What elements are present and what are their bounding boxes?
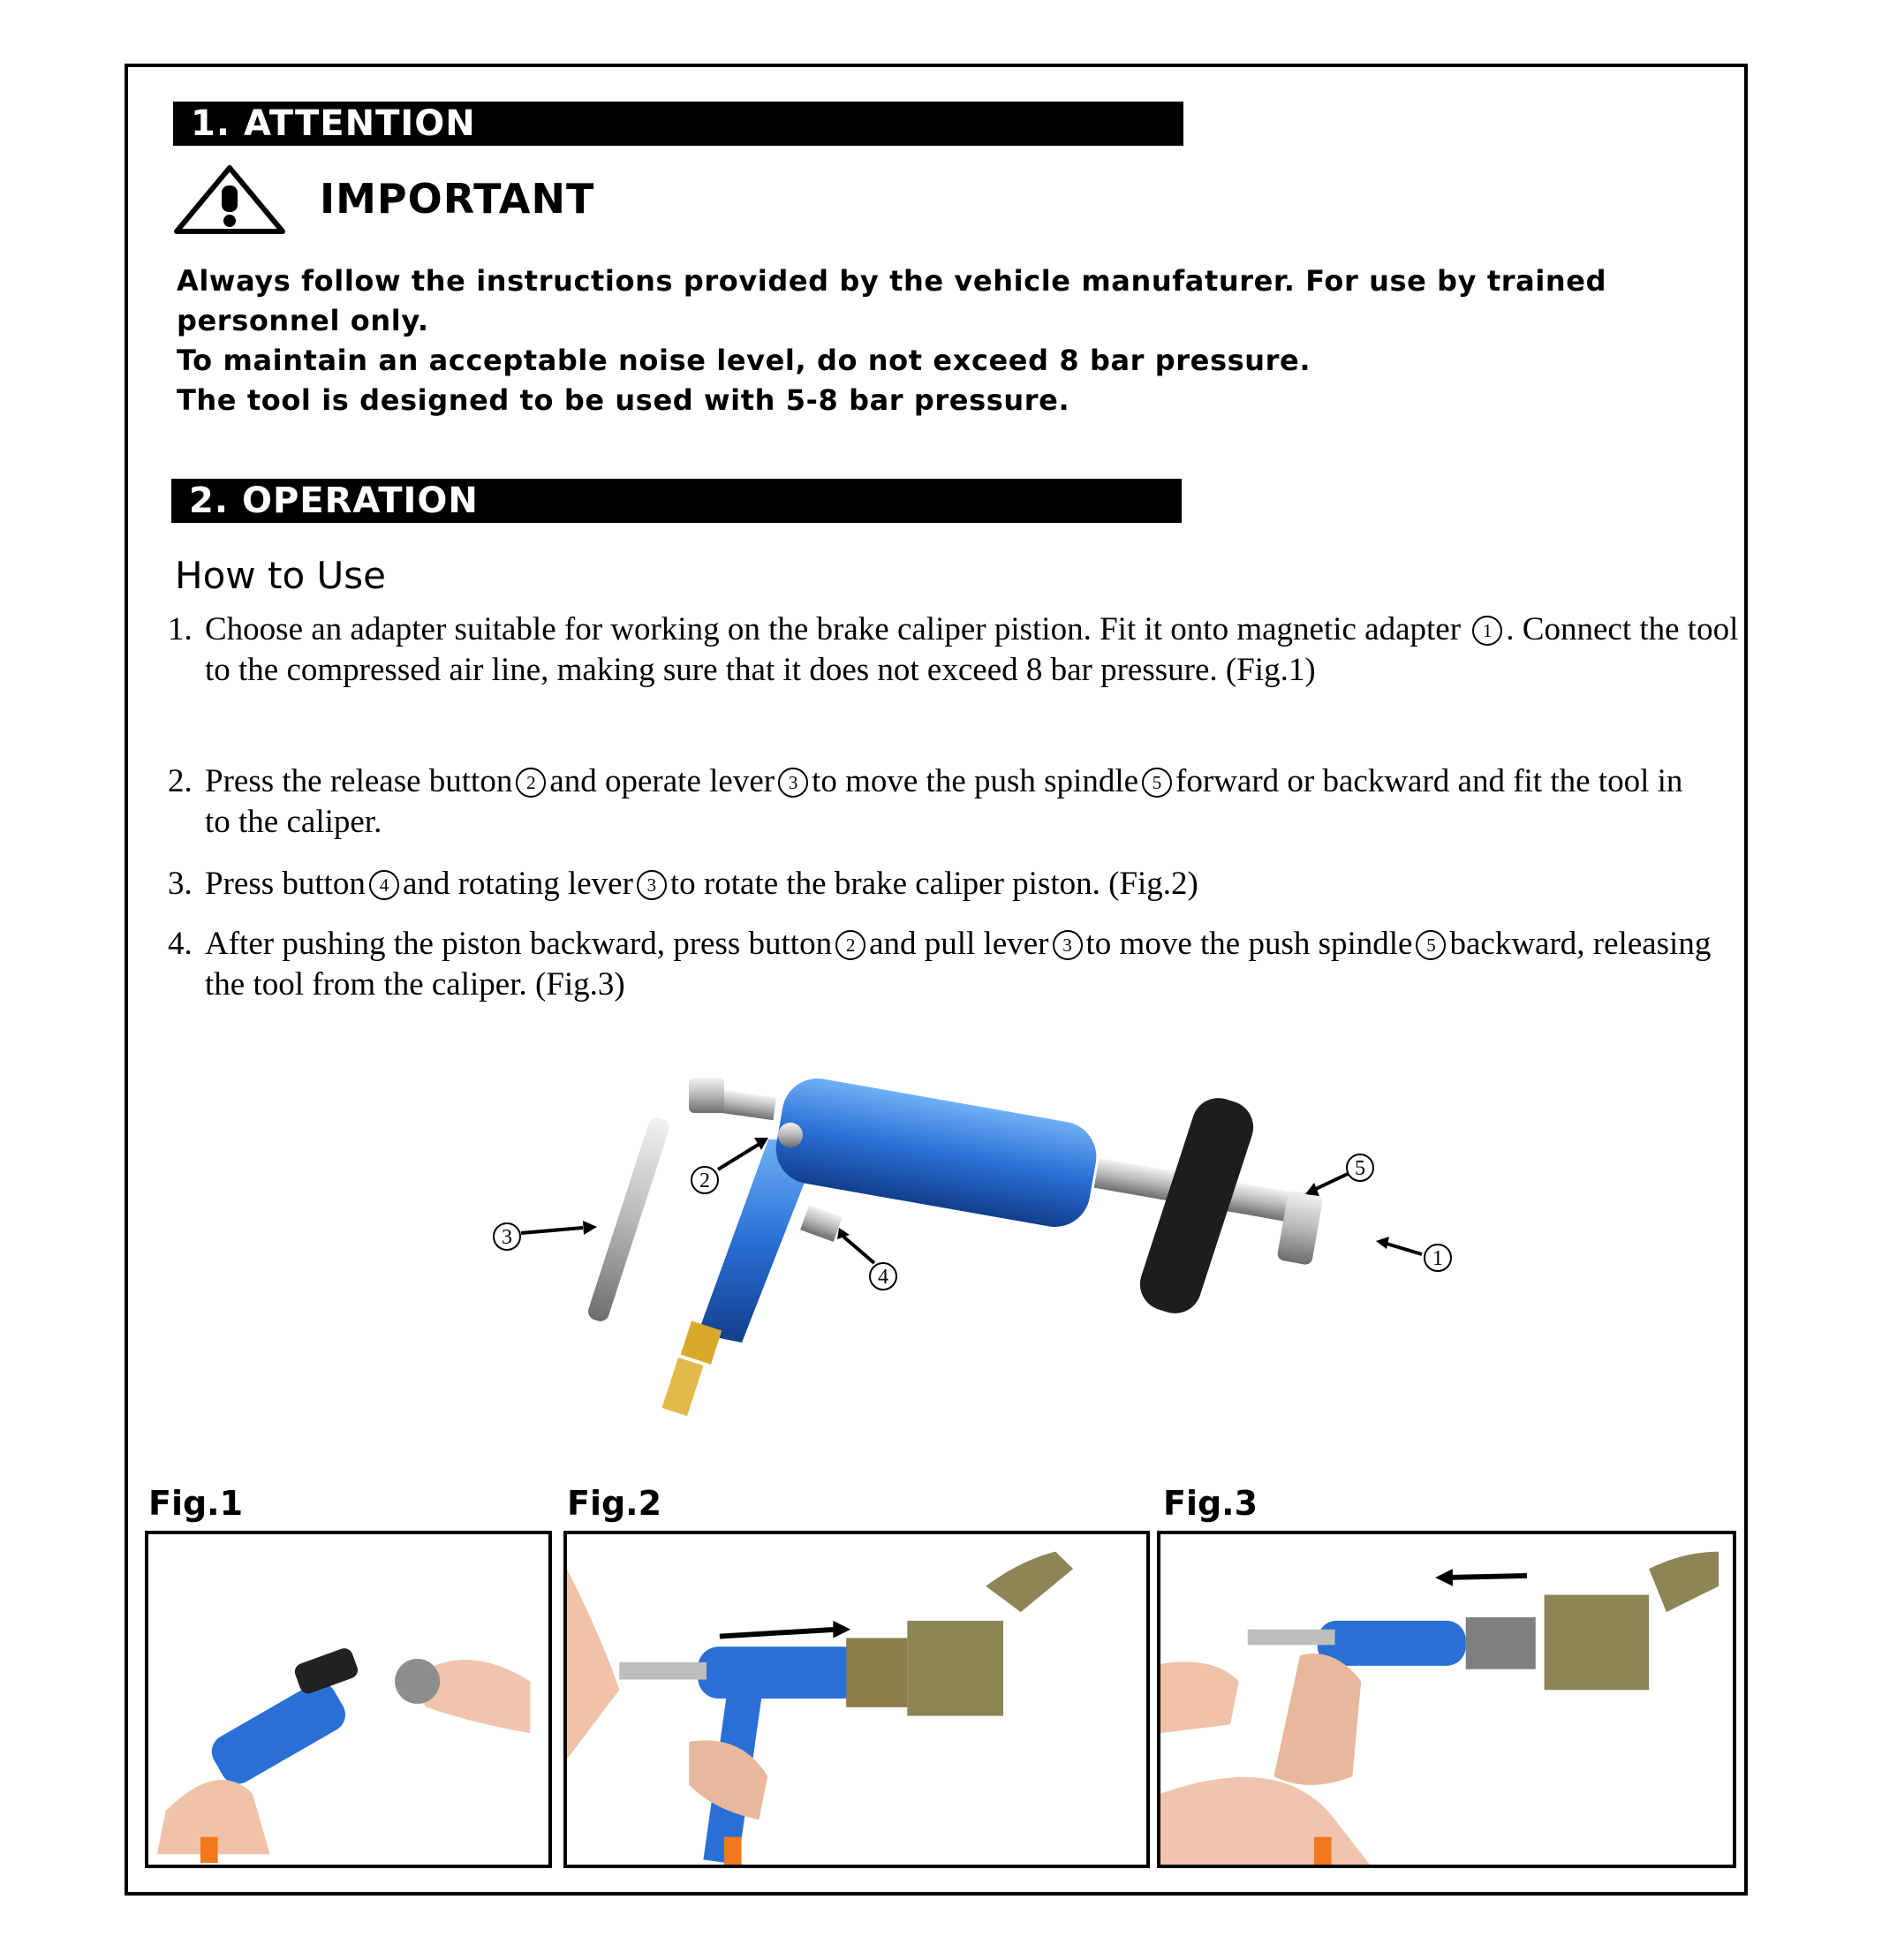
- brake-caliper-tool-illustration: [477, 1060, 1484, 1431]
- callout-1: 1: [1432, 1247, 1443, 1270]
- step-text: to move the push spindle: [1085, 926, 1413, 962]
- callout-4: 4: [878, 1266, 888, 1289]
- callout-3: 3: [502, 1226, 512, 1249]
- callout-5: 5: [1355, 1157, 1365, 1180]
- callout-marker: 3: [778, 768, 808, 798]
- attention-text: [177, 261, 1731, 420]
- section-header-attention: 1. ATTENTION: [173, 102, 1183, 146]
- step-4: [168, 924, 1740, 1005]
- callout-marker: 5: [1416, 930, 1446, 960]
- fig3-label: Fig.3: [1163, 1484, 1258, 1523]
- step-number: 2.: [168, 763, 193, 799]
- how-to-use-heading: How to Use: [175, 554, 386, 597]
- fig2-photo: [563, 1531, 1150, 1868]
- attention-line-3: The tool is designed to be used with 5-8 bar pressure.: [177, 383, 1070, 417]
- section-header-operation: 2. OPERATION: [171, 479, 1182, 523]
- step-text: forward or backward and fit the tool in to the caliper.: [205, 763, 1683, 840]
- trigger-button: [800, 1205, 843, 1242]
- step-text: . Connect the tool to the compressed air line, making sure that it does not exceed 8 bar pressure. (Fig.1): [205, 611, 1739, 688]
- step-text: backward, releasing the tool from the caliper. (Fig.3): [205, 926, 1712, 1003]
- callout-marker: 1: [1472, 616, 1502, 646]
- step-text: and rotating lever: [402, 866, 633, 902]
- step-text: and operate lever: [549, 763, 775, 799]
- callout-marker: 4: [369, 870, 399, 900]
- step-number: 1.: [168, 611, 193, 647]
- step-text: to rotate the brake caliper piston. (Fig.2): [669, 866, 1198, 902]
- warning-triangle-icon: [173, 164, 286, 235]
- callout-2: 2: [699, 1169, 710, 1192]
- callout-marker: 2: [835, 930, 865, 960]
- step-text: and pull lever: [869, 926, 1049, 962]
- step-text: to move the push spindle: [812, 763, 1139, 799]
- step-number: 3.: [168, 866, 193, 902]
- callout-marker: 3: [637, 870, 667, 900]
- attention-line-1: Always follow the instructions provided by the vehicle manufaturer. For use by trained personnel only.: [177, 264, 1607, 337]
- important-label: IMPORTANT: [320, 175, 595, 223]
- fig1-label: Fig.1: [148, 1484, 244, 1523]
- fig1-photo: [145, 1531, 552, 1868]
- attention-line-2: To maintain an acceptable noise level, do not exceed 8 bar pressure.: [177, 344, 1311, 377]
- step-text: Press button: [205, 866, 366, 902]
- step-1: [168, 609, 1740, 691]
- step-number: 4.: [168, 926, 193, 962]
- callout-marker: 3: [1053, 930, 1083, 960]
- callout-marker: 2: [516, 768, 546, 798]
- callout-marker: 5: [1142, 768, 1172, 798]
- step-text: Choose an adapter suitable for working on the brake caliper pistion. Fit it onto magnetic adapter: [205, 611, 1462, 647]
- tool-body: [770, 1073, 1101, 1233]
- release-button: [778, 1123, 803, 1147]
- fig3-photo: [1157, 1531, 1736, 1868]
- step-2: [168, 761, 1740, 843]
- fig2-label: Fig.2: [567, 1484, 662, 1523]
- step-text: After pushing the piston backward, press button: [205, 926, 833, 962]
- step-3: [168, 864, 1740, 904]
- step-text: Press the release button: [205, 763, 513, 799]
